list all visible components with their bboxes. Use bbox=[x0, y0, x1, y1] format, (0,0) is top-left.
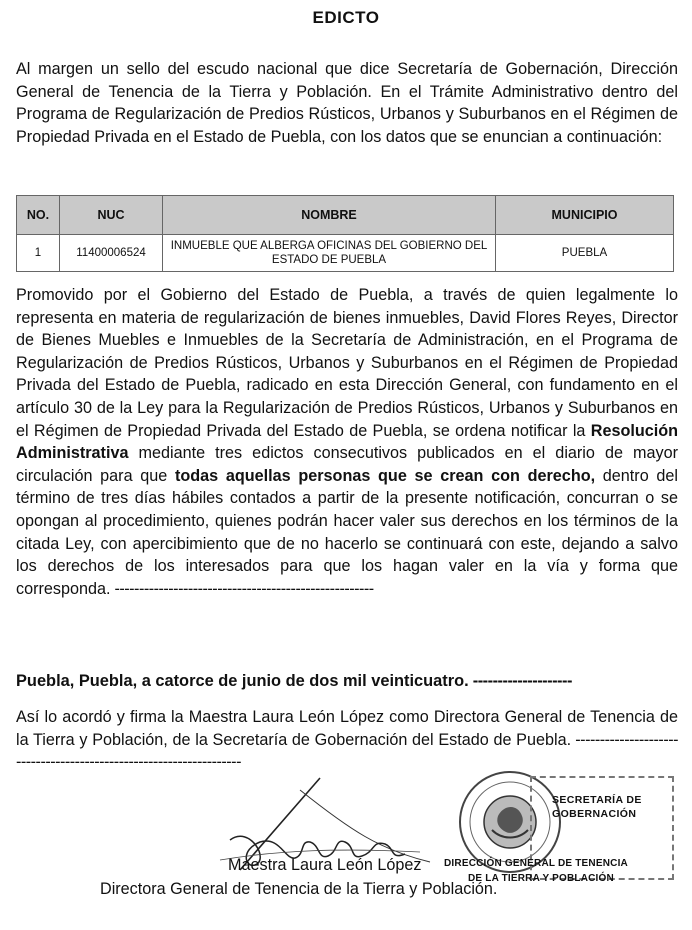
property-table bbox=[16, 195, 674, 272]
body-bold-resolucion: Resolución Administrativa bbox=[16, 421, 678, 463]
cell-municipio: PUEBLA bbox=[496, 235, 674, 272]
dateline bbox=[16, 670, 678, 693]
table-header-row bbox=[17, 196, 674, 235]
stamp-direccion: DIRECCIÓN GENERAL DE TENENCIA bbox=[444, 858, 628, 869]
cell-nombre: INMUEBLE QUE ALBERGA OFICINAS DEL GOBIERNO DEL ESTADO DE PUEBLA bbox=[163, 235, 496, 272]
cell-nuc: 11400006524 bbox=[60, 235, 163, 272]
stamp-secretaria: SECRETARÍA DE bbox=[552, 794, 642, 806]
header-no: NO. bbox=[17, 196, 60, 235]
header-nuc: NUC bbox=[60, 196, 163, 235]
table-row bbox=[17, 235, 674, 272]
body-bold-personas: todas aquellas personas que se crean con derecho, bbox=[175, 466, 596, 485]
signer-title: Directora General de Tenencia de la Tierra y Población. bbox=[100, 880, 498, 898]
dateline-dashes: -------------------- bbox=[468, 672, 572, 690]
body-text-part1: Promovido por el Gobierno del Estado de Puebla, a través de quien legalmente lo representa en materia de regularización de bienes inmuebles, David Flores Reyes, Director de Bienes Muebles e Inmuebles de la Secretaría de Administración, en el Programa de Regularización de Predios Rústicos, Urbanos y Suburbanos en el Régimen de Propiedad Privada del Estado de Puebla, radicado en esta Dirección General, con fundamento en el artículo 30 de la Ley para la Regularización de Predios Rústicos, Urbanos y Suburbanos en el Régimen de Propiedad Privada del Estado de Puebla, se ordena notificar la bbox=[16, 286, 678, 440]
dateline-text: Puebla, Puebla, a catorce de junio de dos mil veinticuatro. bbox=[16, 672, 469, 690]
header-nombre: NOMBRE bbox=[163, 196, 496, 235]
signer-name: Maestra Laura León López bbox=[228, 856, 422, 874]
closing-dashes: ------------------------------------------------------------------- bbox=[16, 730, 678, 772]
cell-no: 1 bbox=[17, 235, 60, 272]
stamp-gobernacion: GOBERNACIÓN bbox=[552, 808, 637, 820]
document-title: EDICTO bbox=[312, 8, 380, 27]
body-dashes: ----------------------------------------------------- bbox=[110, 579, 374, 598]
body-paragraph bbox=[16, 284, 678, 600]
stamp-tierra: DE LA TIERRA Y POBLACIÓN bbox=[468, 873, 614, 884]
intro-paragraph: Al margen un sello del escudo nacional que dice Secretaría de Gobernación, Dirección General de Tenencia de la Tierra y Población. En el Trámite Administrativo dentro del Programa de Regularización de Predios Rústicos, Urbanos y Suburbanos en el Régimen de Propiedad Privada en el Estado de Puebla, con los datos que se enuncian a continuación: bbox=[16, 60, 678, 146]
body-text-part3: dentro del término de tres días hábiles contados a partir de la presente notificación, concurran o se opongan al procedimiento, quienes podrán hacer valer sus derechos en los términos de la citada Ley, con apercibimiento que de no hacerlo se continuará con este, dejando a salvo los derechos de los interesados para que los hagan valer en la vía y forma que corresponda. bbox=[16, 466, 679, 598]
closing-text: Así lo acordó y firma la Maestra Laura León López como Directora General de Tenencia de la Tierra y Población, de la Secretaría de Gobernación del Estado de Puebla. bbox=[16, 708, 678, 749]
header-municipio: MUNICIPIO bbox=[496, 196, 674, 235]
body-text-part2: mediante tres edictos consecutivos publicados en el diario de mayor circulación para que bbox=[16, 444, 678, 485]
